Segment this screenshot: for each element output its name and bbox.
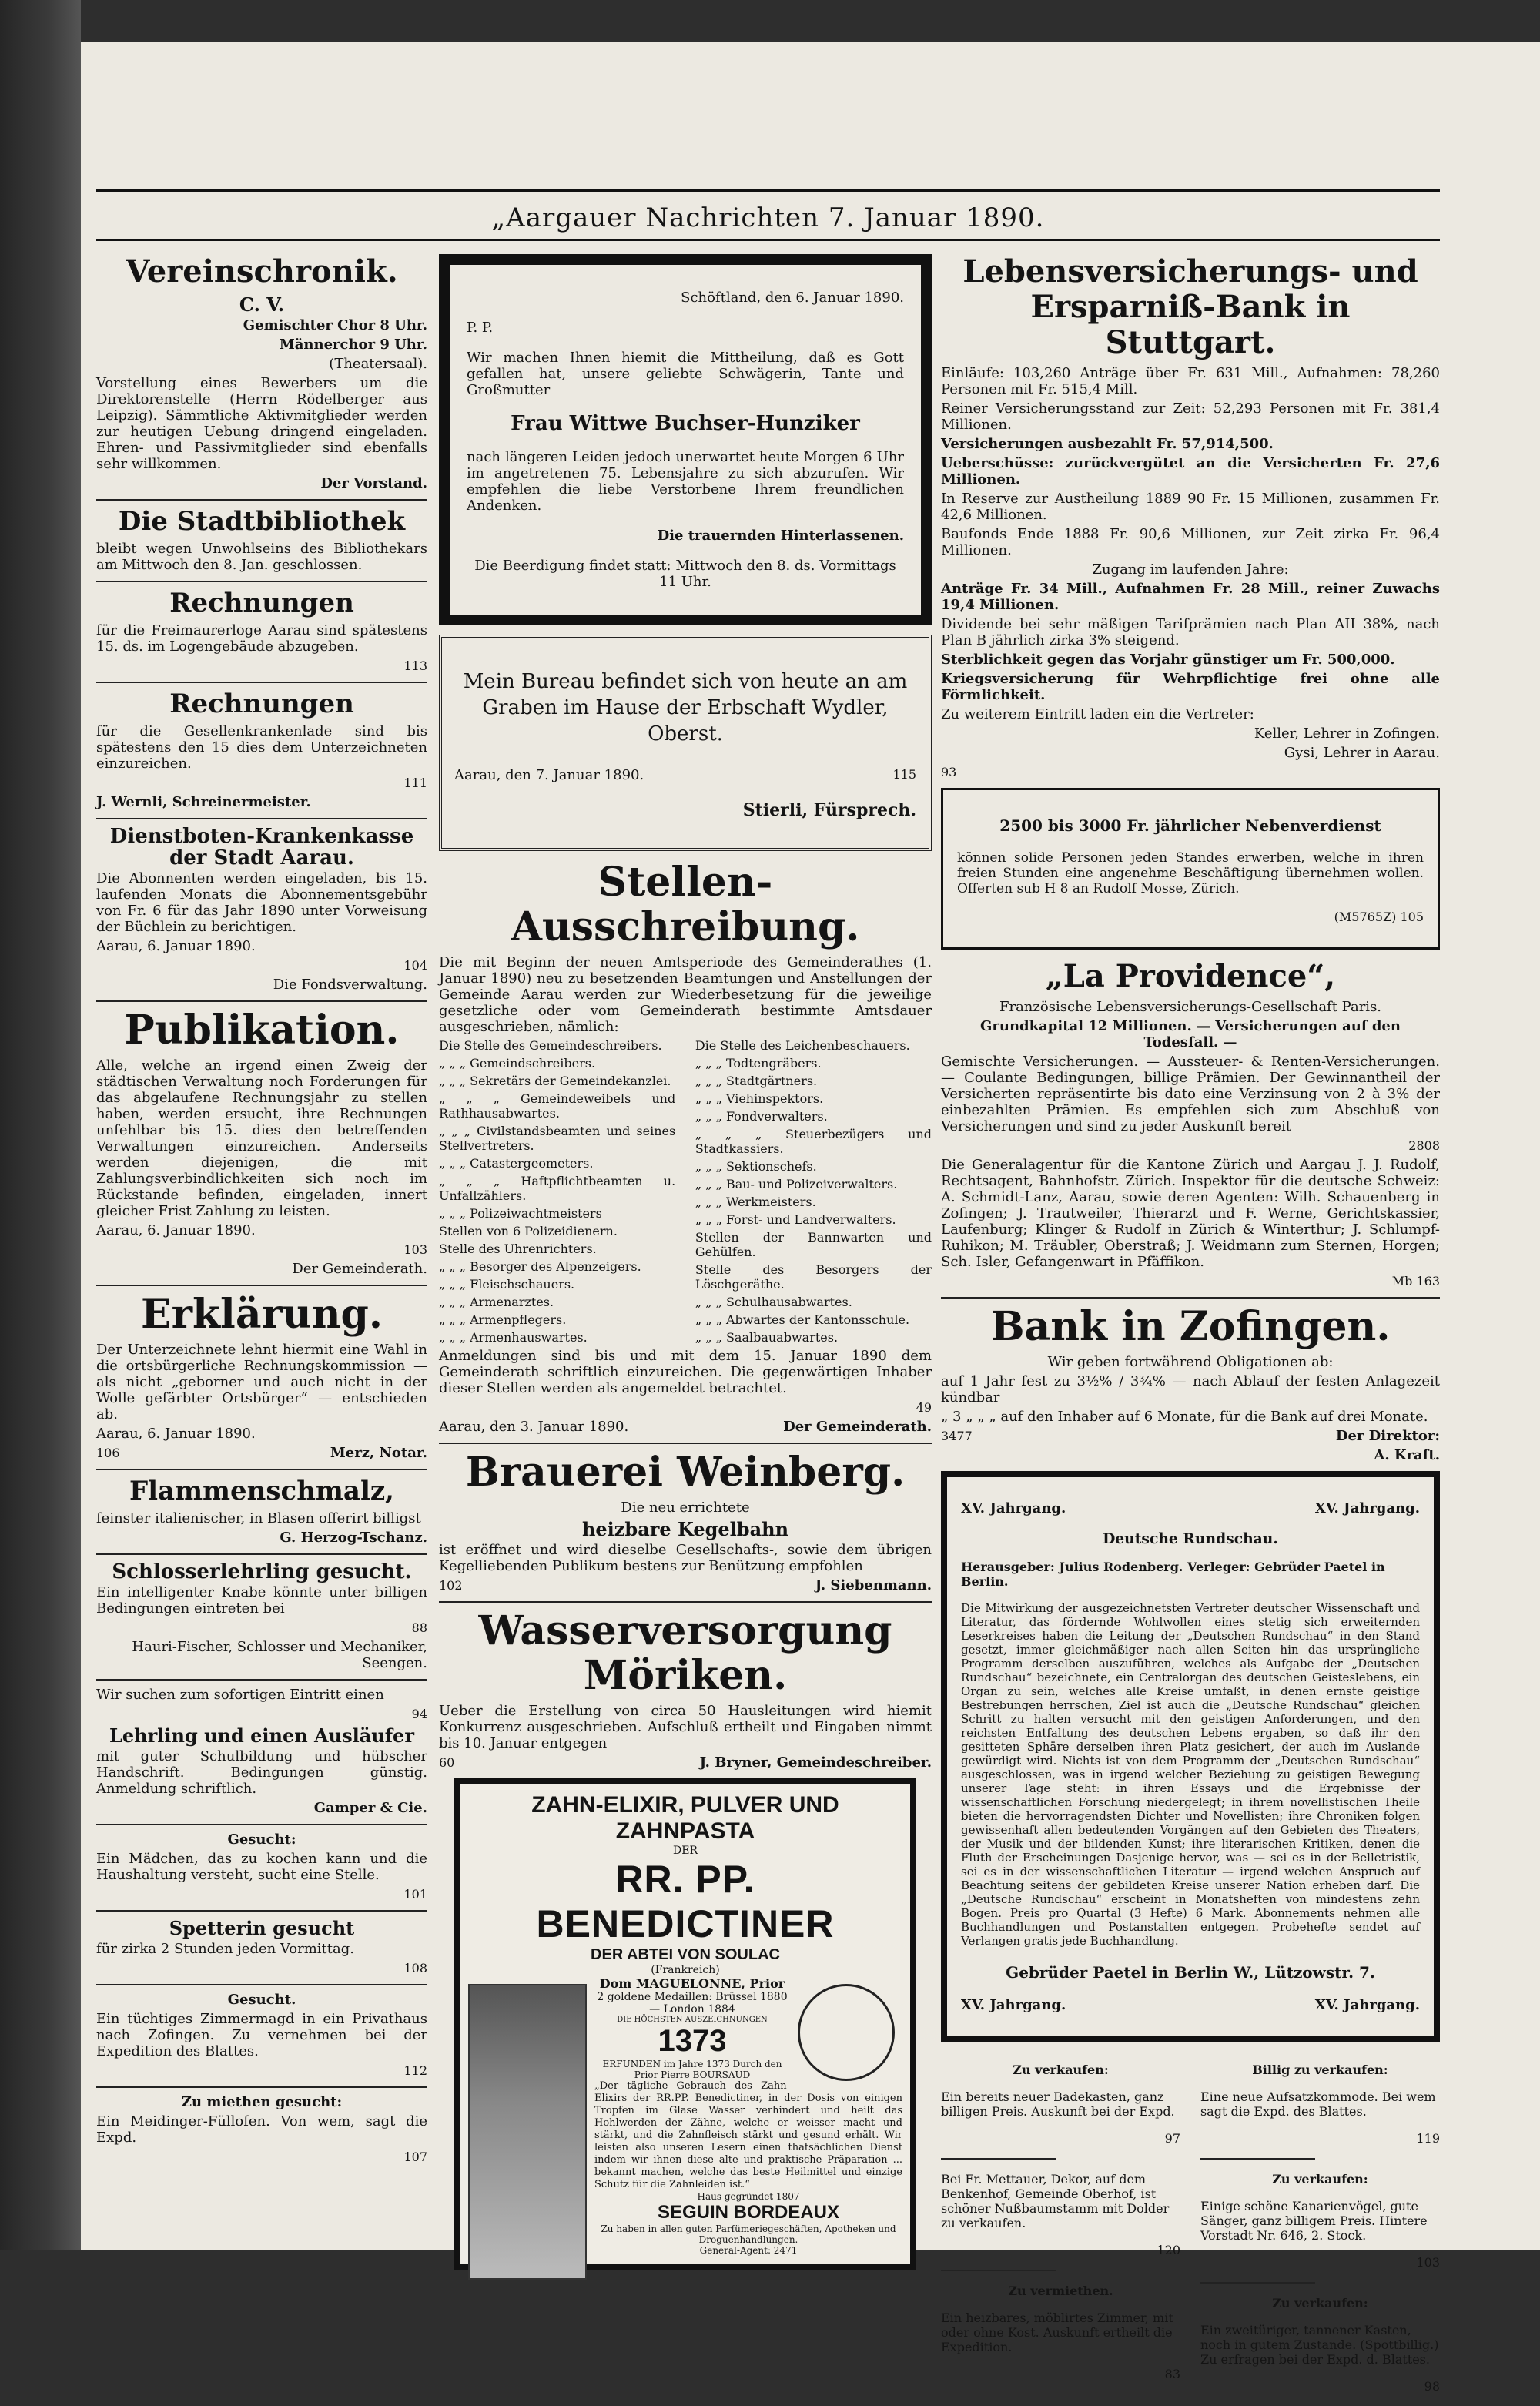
nebenverdienst-ad: [941, 788, 1440, 950]
rundschau-title: Deutsche Rundschau.: [1103, 1530, 1278, 1547]
death-pp: P. P.: [467, 320, 494, 336]
small-ad-body: Einige schöne Kanarienvögel, gute Sänger, ganz billigem Preis. Hintere Vorstadt Nr. 646, 2. Stock.: [1200, 2199, 1428, 2243]
brauerei-text: ist eröffnet und wird dieselbe Gesellschafts-, sowie dem übrigen Kegelliebenden Publikum bestens zur Benützung empfohlen: [439, 1542, 932, 1574]
rechnungen-title: Rechnungen: [169, 689, 354, 719]
divider: [96, 1824, 427, 1825]
brauerei-sub: Die neu errichtete: [621, 1500, 750, 1516]
leben-title: Lebensversicherungs- und Ersparniß-Bank in Stuttgart.: [962, 253, 1418, 360]
ad-number: 83: [1164, 2367, 1181, 2381]
rechnungen-gesellen: [96, 689, 427, 810]
stellen-item: „ „ „ Polizeiwachtmeisters: [439, 1206, 602, 1221]
rundschau-year-br: XV. Jahrgang.: [1314, 1997, 1420, 2013]
bureau-date: Aarau, den 7. Januar 1890.: [454, 767, 644, 783]
lehrling-intro: Wir suchen zum sofortigen Eintritt einen: [96, 1687, 384, 1703]
column-right: [941, 254, 1440, 2406]
stellen-item: „ „ „ Schulhausabwartes.: [695, 1295, 852, 1309]
lehrling-body: mit guter Schulbildung und hübscher Handschrift. Bedingungen günstig. Anmeldung schriftlich.: [96, 1748, 427, 1797]
elixir-general: General-Agent: 2471: [699, 2245, 798, 2256]
lehrling-title: Lehrling und einen Ausläufer: [109, 1724, 414, 1747]
leben-line: In Reserve zur Austheilung 1889 90 Fr. 15 Millionen, zusammen Fr. 42,6 Millionen.: [941, 491, 1440, 523]
stellen-item: „ „ „ Armenhauswartes.: [439, 1330, 588, 1345]
nebenverdienst-text: können solide Personen jeden Standes erwerben, welche in ihren freien Stunden eine angenehme Beschäftigung übernehmen wollen. Offerten sub H 8 an Rudolf Mosse, Zürich.: [957, 850, 1424, 896]
stellen-item: „ „ „ Werkmeisters.: [695, 1195, 816, 1209]
leben-line: Kriegsversicherung für Wehrpflichtige frei ohne alle Förmlichkeit.: [941, 671, 1440, 703]
divider: [96, 1553, 427, 1555]
spetterin-ad: [96, 1918, 427, 1976]
rechnungen-title: Rechnungen: [169, 588, 354, 618]
bank-rates: auf 1 Jahr fest zu 3½% / 3¾% — nach Ablauf der festen Anlagezeit kündbar: [941, 1373, 1440, 1406]
death-text: nach längeren Leiden jedoch unerwartet heute Morgen 6 Uhr im angetretenen 75. Lebensjahre zu sich abzurufen. Wir empfehlen die liebe Verstorbene Ihrem freundlichen Andenken.: [467, 449, 904, 514]
bank-title: Bank in Zofingen.: [990, 1303, 1391, 1350]
fuellofen-ad: [96, 2094, 427, 2165]
stellen-item: „ „ „ Forst- und Landverwalters.: [695, 1212, 896, 1227]
abbey-seal-icon: [798, 1984, 895, 2081]
stellen-item: „ „ „ Sekretärs der Gemeindekanzlei.: [439, 1074, 671, 1088]
divider: [941, 1297, 1440, 1299]
cv-heading: C. V.: [239, 293, 285, 316]
elixir-maker: SEGUIN BORDEAUX: [657, 2202, 840, 2223]
brauerei-sign: J. Siebenmann.: [815, 1577, 932, 1593]
stellen-sign: Der Gemeinderath.: [783, 1419, 932, 1435]
flammenschmalz-body: feinster italienischer, in Blasen offerirt billigst: [96, 1510, 421, 1526]
stellen-list: [439, 1038, 932, 1348]
ad-number: 93: [941, 765, 957, 779]
providence-agents: Die Generalagentur für die Kantone Zürich und Aargau J. J. Rudolf, Rechtsagent, Bahnhofstr. Zürich. Inspektor für die deutsche Schweiz: A. Schmidt-Lanz, Aarau, sowie deren Agenten: Wilh. Schauenberg in Zofingen; J. Trautweiler, Thierarzt und F. Werne, Gerichtskassier, Laufenburg; Klinger & Rudolf in Zürich & Winterthur; J. Schlumpf-Ruhikon; M. Träubler, Oberstraß; J. Weidmann zum Sternen, Horgen; Sch. Isler, Gefangenwart in Pfäffikon.: [941, 1157, 1440, 1270]
lehrling-sign: Gamper & Cie.: [313, 1800, 427, 1816]
stellen-item: „ „ „ Civilstandsbeamten und seines Stellvertreters.: [439, 1124, 676, 1153]
divider: [96, 682, 427, 683]
small-ad-heading: Zu vermiethen.: [1008, 2284, 1113, 2298]
nebenverdienst-code: (M5765Z): [1334, 910, 1397, 924]
leben-line: Keller, Lehrer in Zofingen.: [1254, 725, 1440, 742]
krankenkasse-date: Aarau, 6. Januar 1890.: [96, 938, 256, 954]
ad-number: 119: [1416, 2131, 1440, 2146]
divider: [941, 2270, 1056, 2271]
ad-number: 94: [411, 1707, 427, 1721]
brauerei-footer: [439, 1577, 932, 1593]
rundschau-year-left: XV. Jahrgang.: [961, 1500, 1066, 1516]
ad-number: 112: [403, 2063, 427, 2078]
vereinschronik: [96, 254, 427, 491]
stellen-item: Stelle des Besorgers der Löschgeräthe.: [695, 1262, 932, 1292]
leben-line: Baufonds Ende 1888 Fr. 90,6 Millionen, zur Zeit zirka Fr. 96,4 Millionen.: [941, 526, 1440, 558]
cv-line-3: (Theatersaal).: [329, 356, 427, 372]
wasser-sign: J. Bryner, Gemeindeschreiber.: [699, 1754, 932, 1771]
stellen-date: Aarau, den 3. Januar 1890.: [439, 1419, 629, 1435]
wasser-text: Ueber die Erstellung von circa 50 Hausleitungen wird hiemit Konkurrenz ausgeschrieben. Aufschluß ertheilt und Eingaben nimmt bis 10. Januar entgegen: [439, 1703, 932, 1751]
small-ads: [941, 2050, 1440, 2406]
elixir-text: „Der tägliche Gebrauch des Zahn-Elixirs der RR.PP. Benedictiner, in der Dosis von einigen Tropfen im Glase Wasser verhindert und heilt das Hohlwerden der Zähne, welche er weisser macht und stärkt, und die Zahnfleisch stärkt und gesund erhält. Wir leisten also unseren Lesern einen thatsächlichen Dienst indem wir ihnen diese alte und praktische Präparation ... bekannt machen, welche das beste Heilmittel und einzige Schutz für die Zahnleiden ist.“: [594, 2080, 902, 2190]
death-sign: Die trauernden Hinterlassenen.: [657, 528, 904, 544]
elixir-country: (Frankreich): [651, 1964, 720, 1976]
stellen-item: „ „ „ Armenarztes.: [439, 1295, 554, 1309]
stellen-item: „ „ „ Gemeindschreibers.: [439, 1056, 596, 1071]
elixir-house: Haus gegründet 1807: [697, 2191, 800, 2202]
fuellofen-body: Ein Meidinger-Füllofen. Von wem, sagt die Expd.: [96, 2113, 427, 2146]
erklaerung-notice: [96, 1292, 427, 1461]
rundschau-editor: Herausgeber: Julius Rodenberg. Verleger: Gebrüder Paetel in Berlin.: [961, 1560, 1385, 1589]
stellen-item: „ „ „ Armenpflegers.: [439, 1312, 567, 1327]
flammenschmalz-sign: G. Herzog-Tschanz.: [280, 1530, 427, 1546]
stellen-item: „ „ „ Saalbauabwartes.: [695, 1330, 839, 1345]
cv-sign: Der Vorstand.: [320, 475, 427, 491]
zimmermagd-ad: [96, 1992, 427, 2079]
leben-line: Ueberschüsse: zurückvergütet an die Versicherten Fr. 27,6 Millionen.: [941, 455, 1440, 488]
publikation-notice: [96, 1008, 427, 1277]
page-header: „Aargauer Nachrichten 7. Januar 1890.: [491, 203, 1045, 233]
ad-number: 120: [1157, 2243, 1181, 2257]
ad-number: 49: [916, 1400, 932, 1415]
ad-number: 102: [439, 1578, 463, 1593]
rundschau-years-bottom: [961, 1997, 1420, 2013]
bank-director: A. Kraft.: [1374, 1447, 1440, 1463]
bureau-sign: Stierli, Fürsprech.: [742, 800, 916, 820]
bank-rate1: auf 1 Jahr fest zu 3½%: [941, 1373, 1113, 1389]
stellen-item: „ „ „ Gemeindeweibels und Rathhausabwartes.: [439, 1091, 676, 1121]
small-ads-right: [1200, 2050, 1440, 2406]
vereinschronik-title: Vereinschronik.: [126, 253, 398, 290]
stellen-outro: Anmeldungen sind bis und mit dem 15. Januar 1890 dem Gemeinderath schriftlich einzureichen. Die gegenwärtigen Inhaber dieser Stellen werden als angemeldet betrachtet.: [439, 1348, 932, 1396]
book-binding: [0, 0, 81, 2250]
divider: [1200, 2158, 1315, 2160]
divider: [96, 1910, 427, 1912]
bank-rate2: 3¾%: [1130, 1373, 1166, 1389]
krankenkasse-notice: [96, 826, 427, 993]
stellen-item: Stellen der Bannwarten und Gehülfen.: [695, 1230, 932, 1259]
rundschau-publisher: Gebrüder Paetel in Berlin W., Lützowstr. 7.: [1006, 1963, 1375, 1982]
stellen-ausschreibung: [439, 860, 932, 1435]
stellen-item: „ „ „ Stadtgärtners.: [695, 1074, 818, 1088]
providence-code: Mb 163: [1391, 1274, 1440, 1288]
ad-number: 2808: [1408, 1138, 1440, 1153]
bank-rate3: nach Ablauf der festen Anlagezeit kündbar: [941, 1373, 1440, 1406]
kegelbahn-heading: heizbare Kegelbahn: [581, 1518, 789, 1540]
lehrling-ad: [96, 1687, 427, 1816]
brauerei-ad: [439, 1450, 932, 1593]
stadtbibliothek-title: Die Stadtbibliothek: [118, 506, 406, 537]
bank-footer: [941, 1428, 1440, 1444]
divider: [96, 1469, 427, 1470]
ad-number: 111: [403, 776, 427, 790]
zimmermagd-heading: Gesucht.: [227, 1992, 296, 2008]
stellen-list-left: [439, 1038, 675, 1348]
ad-number: 3477: [941, 1429, 973, 1443]
stellen-item: „ „ „ Todtengräbers.: [695, 1056, 822, 1071]
divider: [96, 581, 427, 582]
divider: [96, 1285, 427, 1286]
ad-number: 103: [403, 1242, 427, 1257]
flammenschmalz-ad: [96, 1476, 427, 1546]
publikation-title: Publikation.: [124, 1007, 400, 1054]
ad-number: 98: [1424, 2379, 1440, 2394]
rundschau-text: Die Mitwirkung der ausgezeichnetsten Vertreter deutscher Wissenschaft und Literatur, das fördernde Wohlwollen eines stetig sich erweiternden Leserkreises haben die Leitung der „Deutschen Rundschau“ in den Stand gesetzt, immer gleichmäßiger nach allen Seiten hin das ursprüngliche Programm derselben auszuführen, welches als Aufgabe der „Deutschen Rundschau“ bezeichnete, ein Centralorgan des deutschen Geisteslebens, ein Organ zu sein, welches alle Kreise umfaßt, in denen ernste geistige Bestrebungen herrschen, Ziel ist auch die „Deutsche Rundschau“ gleichen Schritt zu halten versucht mit den geistigen Anforderungen, und den reichsten Entfaltung des deutschen Lebens ergaben, so daß ihr den gesitteten Sphäre derselben ihren Platz gesichert, der auch im Auslande gewürdigt wird. Nichts ist von dem Programm der „Deutschen Rundschau“ ausgeschlossen, was in irgend welcher Beziehung zu geistigen Bewegung unserer Tage steht: in ihren Essays und die Ergebnisse der wissenschaftlichen Forschung niedergelegt; in ihrem novellistischen Theile bieten die hervorragendsten Dichter und Novellisten; ihre Chroniken folgen gewissenhaft allen bedeutenden Vorgängen auf den Gebieten des Theaters, der Musik und der bildenden Kunst; ihre literarischen Kritiken, denen die Fluth der Erscheinungen Dasjenige hervor, was — sei es in der Belletristik, sei es in der wissenschaftlichen Literatur — irgend welchen Anspruch auf Beachtung seitens der gebildeten Kreise unserer Nation erheben darf. Die „Deutsche Rundschau“ erscheint in Monatsheften von mindestens zehn Bogen. Preis pro Quartal (3 Hefte) 6 Mark. Abonnements nehmen alle Buchhandlungen und Postanstalten entgegen. Probehefte sendet auf Verlangen gratis jede Buchhandlung.: [961, 1601, 1420, 1948]
bureau-footer: [454, 767, 916, 783]
divider: [439, 1443, 932, 1444]
flammenschmalz-title: Flammenschmalz,: [129, 1476, 395, 1506]
elixir-year: 1373: [658, 2024, 727, 2058]
elixir-sold: Zu haben in allen guten Parfümeriegeschäften, Apotheken und Droguenhandlungen.: [601, 2223, 896, 2245]
rundschau-year-bl: XV. Jahrgang.: [961, 1997, 1066, 2013]
small-ad-body: Bei Fr. Mettauer, Dekor, auf dem Benkenhof, Gemeinde Oberhof, ist schöner Nußbaumstamm mit Dolder zu verkaufen.: [941, 2172, 1170, 2230]
rechnungen-sign: J. Wernli, Schreinermeister.: [96, 794, 311, 810]
ad-number: 105: [1400, 910, 1424, 924]
providence-capital: Grundkapital 12 Millionen. — Versicherungen auf den Todesfall. —: [980, 1018, 1401, 1051]
death-notice: [439, 254, 932, 625]
wasser-footer: [439, 1754, 932, 1771]
rechnungen-loge: [96, 588, 427, 674]
spetterin-title: Spetterin gesucht: [169, 1917, 355, 1939]
death-burial: Die Beerdigung findet statt: Mittwoch den 8. ds. Vormittags 11 Uhr.: [474, 558, 896, 590]
leben-line: Einläufe: 103,260 Anträge über Fr. 631 Mill., Aufnahmen: 78,260 Personen mit Fr. 515,4 Mill.: [941, 365, 1440, 397]
stellen-item: Stelle des Uhrenrichters.: [439, 1242, 597, 1256]
bureau-text: Mein Bureau befindet sich von heute an am Graben im Hause der Erbschaft Wydler, Oberst.: [463, 670, 908, 746]
small-ad-heading: Zu verkaufen:: [1272, 2172, 1368, 2187]
zimmermagd-body: Ein tüchtiges Zimmermagd in ein Privathaus nach Zofingen. Zu vernehmen bei der Expedition des Blattes.: [96, 2011, 427, 2059]
rundschau-ad: [941, 1471, 1440, 2042]
nebenverdienst-title: 2500 bis 3000 Fr. jährlicher Nebenverdienst: [999, 816, 1381, 835]
leben-line: Dividende bei sehr mäßigen Tarifprämien nach Plan AII 38%, nach Plan B jährlich zirka 3% steigend.: [941, 616, 1440, 648]
leben-line: Reiner Versicherungsstand zur Zeit: 52,293 Personen mit Fr. 381,4 Millionen.: [941, 400, 1440, 433]
small-ad-body: Ein heizbares, möblirtes Zimmer, mit oder ohne Kost. Auskunft ertheilt die Expedition.: [941, 2310, 1173, 2354]
rechnungen-body: für die Gesellenkrankenlade sind bis spätestens den 15 dies dem Unterzeichneten einzureichen.: [96, 723, 427, 772]
fuellofen-heading: Zu miethen gesucht:: [181, 2094, 343, 2110]
cv-line-1: Gemischter Chor 8 Uhr.: [243, 317, 427, 333]
wasserversorgung-ad: [439, 1609, 932, 1771]
leben-line: Zu weiterem Eintritt laden ein die Vertreter:: [941, 706, 1254, 722]
krankenkasse-sign: Die Fondsverwaltung.: [273, 977, 427, 993]
bank-sign: Der Direktor:: [1335, 1428, 1440, 1444]
bank-intro: Wir geben fortwährend Obligationen ab:: [1047, 1354, 1334, 1370]
elixir-line1: ZAHN-ELIXIR, PULVER UND ZAHNPASTA: [531, 1792, 839, 1844]
providence-title: „La Providence“,: [1045, 958, 1336, 994]
divider: [439, 1601, 932, 1603]
ad-number: 107: [403, 2150, 427, 2164]
elixir-invented: ERFUNDEN im Jahre 1373 Durch den Prior Pierre BOURSAUD: [602, 2059, 782, 2080]
publikation-date: Aarau, 6. Januar 1890.: [96, 1222, 256, 1238]
erklaerung-date: Aarau, 6. Januar 1890.: [96, 1426, 256, 1442]
zahn-elixir-ad: [454, 1778, 916, 2270]
wasser-title: Wasserversorgung Möriken.: [478, 1607, 892, 1699]
ad-number: 60: [439, 1755, 455, 1770]
rundschau-years-top: [961, 1500, 1420, 1516]
stellen-item: „ „ „ Sektionschefs.: [695, 1159, 817, 1174]
small-ad-body: Ein bereits neuer Badekasten, ganz billigen Preis. Auskunft bei der Expd.: [941, 2089, 1175, 2119]
divider: [96, 1984, 427, 1985]
elixir-prior: Dom MAGUELONNE, Prior: [599, 1976, 785, 1991]
stellen-item: „ „ „ Steuerbezügers und Stadtkassiers.: [695, 1127, 932, 1156]
stadtbibliothek-notice: [96, 507, 427, 573]
small-ad-body: Ein zweitüriger, tannener Kasten, noch in gutem Zustande. (Spottbillig.) Zu erfragen bei der Expd. d. Blattes.: [1200, 2323, 1439, 2367]
providence-sub: Französische Lebensversicherungs-Gesellschaft Paris.: [999, 999, 1382, 1015]
lebensversicherung-ad: [941, 254, 1440, 780]
small-ad-heading: Zu verkaufen:: [1272, 2296, 1368, 2310]
stellen-item: Die Stelle des Gemeindeschreibers.: [439, 1038, 662, 1053]
stellen-item: Die Stelle des Leichenbeschauers.: [695, 1038, 910, 1053]
stellen-item: „ „ „ Catastergeometers.: [439, 1156, 594, 1171]
small-ad-heading: Zu verkaufen:: [1013, 2063, 1109, 2077]
krankenkasse-body: Die Abonnenten werden eingeladen, bis 15. laufenden Monats die Abonnementsgebühr von Fr. 6 für das Jahr 1890 unter Vorweisung der Büchlein zu berichtigen.: [96, 870, 427, 935]
leben-line: Anträge Fr. 34 Mill., Aufnahmen Fr. 28 Mill., reiner Zuwachs 19,4 Millionen.: [941, 581, 1440, 613]
publikation-sign: Der Gemeinderath.: [292, 1261, 427, 1277]
bank-terms: „ 3 „ „ „ auf den Inhaber auf 6 Monate, für die Bank auf drei Monate.: [941, 1409, 1428, 1425]
death-place-date: Schöftland, den 6. Januar 1890.: [681, 290, 904, 306]
stellen-item: „ „ „ Haftpflichtbeamten u. Unfallzählers.: [439, 1174, 676, 1203]
column-left: [96, 254, 427, 2173]
bureau-notice: [439, 635, 932, 851]
stellen-title: Stellen-Ausschreibung.: [511, 859, 860, 950]
schlosserlehrling-title: Schlosserlehrling gesucht.: [112, 1560, 412, 1583]
cv-line-2: Männerchor 9 Uhr.: [279, 337, 427, 353]
ad-number: 104: [403, 958, 427, 973]
leben-line: Gysi, Lehrer in Aarau.: [1284, 745, 1440, 761]
elixir-abbey: DER ABTEI VON SOULAC: [591, 1946, 780, 1963]
stellen-item: „ „ „ Besorger des Alpenzeigers.: [439, 1259, 641, 1274]
stellen-item: „ „ „ Abwartes der Kantonsschule.: [695, 1312, 910, 1327]
stellen-intro: Die mit Beginn der neuen Amtsperiode des Gemeinderathes (1. Januar 1890) neu zu besetzenden Beamtungen und Anstellungen der Gemeinde Aarau werden zur Wiederbesetzung für die jeweilige gesetzliche oder vom Gemeinderath bestimmte Amtsdauer ausgeschrieben, nämlich:: [439, 954, 932, 1035]
maedchen-ad: [96, 1831, 427, 1902]
stellen-item: Stellen von 6 Polizeidienern.: [439, 1224, 618, 1238]
rechnungen-body: für die Freimaurerloge Aarau sind spätestens 15. ds. im Logengebäude abzugeben.: [96, 622, 427, 655]
erklaerung-body: Der Unterzeichnete lehnt hiermit eine Wahl in die ortsbürgerliche Rechnungskommission — als nicht „geborner und auch nicht in der Wolle gefärbter Ortsbürger“ — entschieden ab.: [96, 1342, 427, 1422]
stadtbibliothek-body: bleibt wegen Unwohlseins des Bibliothekars am Mittwoch den 8. Jan. geschlossen.: [96, 541, 427, 573]
ad-number: 97: [1164, 2131, 1181, 2146]
divider: [96, 499, 427, 501]
ad-number: 88: [411, 1620, 427, 1635]
deceased-name: Frau Wittwe Buchser-Hunziker: [511, 412, 860, 435]
elixir-brand: RR. PP. BENEDICTINER: [536, 1858, 835, 1945]
divider: [96, 1679, 427, 1681]
divider: [96, 2086, 427, 2088]
header-rule-bottom: [96, 239, 1440, 241]
leben-line: Versicherungen ausbezahlt Fr. 57,914,500.: [941, 436, 1274, 452]
ad-number: 113: [403, 658, 427, 673]
providence-ad: [941, 959, 1440, 1289]
maedchen-body: Ein Mädchen, das zu kochen kann und die Haushaltung versteht, sucht eine Stelle.: [96, 1851, 427, 1883]
monk-illustration: [468, 1984, 587, 2280]
erklaerung-title: Erklärung.: [141, 1291, 383, 1338]
spetterin-body: für zirka 2 Stunden jeden Vormittag.: [96, 1941, 354, 1957]
bank-zofingen-ad: [941, 1305, 1440, 1463]
divider: [96, 818, 427, 819]
death-intro: Wir machen Ihnen hiemit die Mittheilung, daß es Gott gefallen hat, unsere geliebte Schwägerin, Tante und Großmutter: [467, 350, 904, 398]
schlosserlehrling-ad: [96, 1561, 427, 1671]
stellen-item: „ „ „ Fondverwalters.: [695, 1109, 828, 1124]
ad-number: 101: [403, 1887, 427, 1902]
providence-text: Gemischte Versicherungen. — Aussteuer- & Renten-Versicherungen. — Coulante Bedingungen, billige Prämien. Der Gewinnantheil der Versicherten repräsentirte bis dato eine Verzinsung von 2 à 3% der einbezahlten Prämien. Es empfehlen sich zum Abschluß von Versicherungen und sind zu jeder Auskunft bereit: [941, 1054, 1440, 1134]
cv-body: Vorstellung eines Bewerbers um die Direktorenstelle (Herrn Rödelberger aus Leipzig). Sämmtliche Aktivmitglieder werden zur heutigen Uebung dringend eingeladen. Ehren- und Passivmitglieder sind ebenfalls sehr willkommen.: [96, 375, 427, 472]
maedchen-heading: Gesucht:: [227, 1831, 296, 1848]
schlosserlehrling-sign: Hauri-Fischer, Schlosser und Mechaniker, Seengen.: [132, 1639, 427, 1671]
elixir-awards: DIE HÖCHSTEN AUSZEICHNUNGEN: [617, 2016, 768, 2024]
erklaerung-footer: [96, 1445, 427, 1461]
rundschau-year-right: XV. Jahrgang.: [1314, 1500, 1420, 1516]
small-ad-body: Eine neue Aufsatzkommode. Bei wem sagt die Expd. des Blattes.: [1200, 2089, 1436, 2119]
leben-line: Sterblichkeit gegen das Vorjahr günstiger um Fr. 500,000.: [941, 652, 1395, 668]
publikation-body: Alle, welche an irgend einen Zweig der städtischen Verwaltung noch Forderungen für das abgelaufene Rechnungsjahr zu stellen haben, werden ersucht, ihre Rechnungen unfehlbar bis 15. dies den betreffenden Verwaltungen einzureichen. Anderseits werden diejenigen, die mit Zahlungsverbindlichkeiten sich noch im Rückstande befinden, eingeladen, innert gleicher Frist Zahlung zu leisten.: [96, 1057, 427, 1219]
nebenverdienst-footer: [957, 910, 1424, 924]
krankenkasse-title: Dienstboten-Krankenkasse der Stadt Aarau.: [109, 825, 414, 870]
small-ads-left: [941, 2050, 1180, 2406]
stellen-item: „ „ „ Bau- und Polizeiverwalters.: [695, 1177, 898, 1191]
divider: [1200, 2282, 1315, 2284]
ad-number: 106: [96, 1446, 120, 1460]
ad-number: 115: [892, 767, 916, 782]
brauerei-title: Brauerei Weinberg.: [465, 1449, 906, 1496]
stellen-item: „ „ „ Viehinspektors.: [695, 1091, 824, 1106]
stellen-item: „ „ „ Fleischschauers.: [439, 1277, 575, 1292]
stellen-list-right: [695, 1038, 932, 1348]
divider: [941, 2158, 1056, 2160]
elixir-der: DER: [673, 1845, 698, 1857]
ad-number: 108: [403, 1961, 427, 1975]
leben-line: Zugang im laufenden Jahre:: [1092, 561, 1289, 578]
column-middle: [439, 254, 932, 2284]
divider: [96, 1000, 427, 1002]
erklaerung-sign: Merz, Notar.: [330, 1445, 427, 1461]
small-ad-heading: Billig zu verkaufen:: [1252, 2063, 1388, 2077]
header-rule-top: [96, 189, 1440, 192]
schlosserlehrling-body: Ein intelligenter Knabe könnte unter billigen Bedingungen eintreten bei: [96, 1584, 427, 1617]
ad-number: 103: [1416, 2255, 1440, 2270]
elixir-medals: 2 goldene Medaillen: Brüssel 1880 — London 1884: [597, 1991, 788, 2016]
stellen-footer: [439, 1419, 932, 1435]
